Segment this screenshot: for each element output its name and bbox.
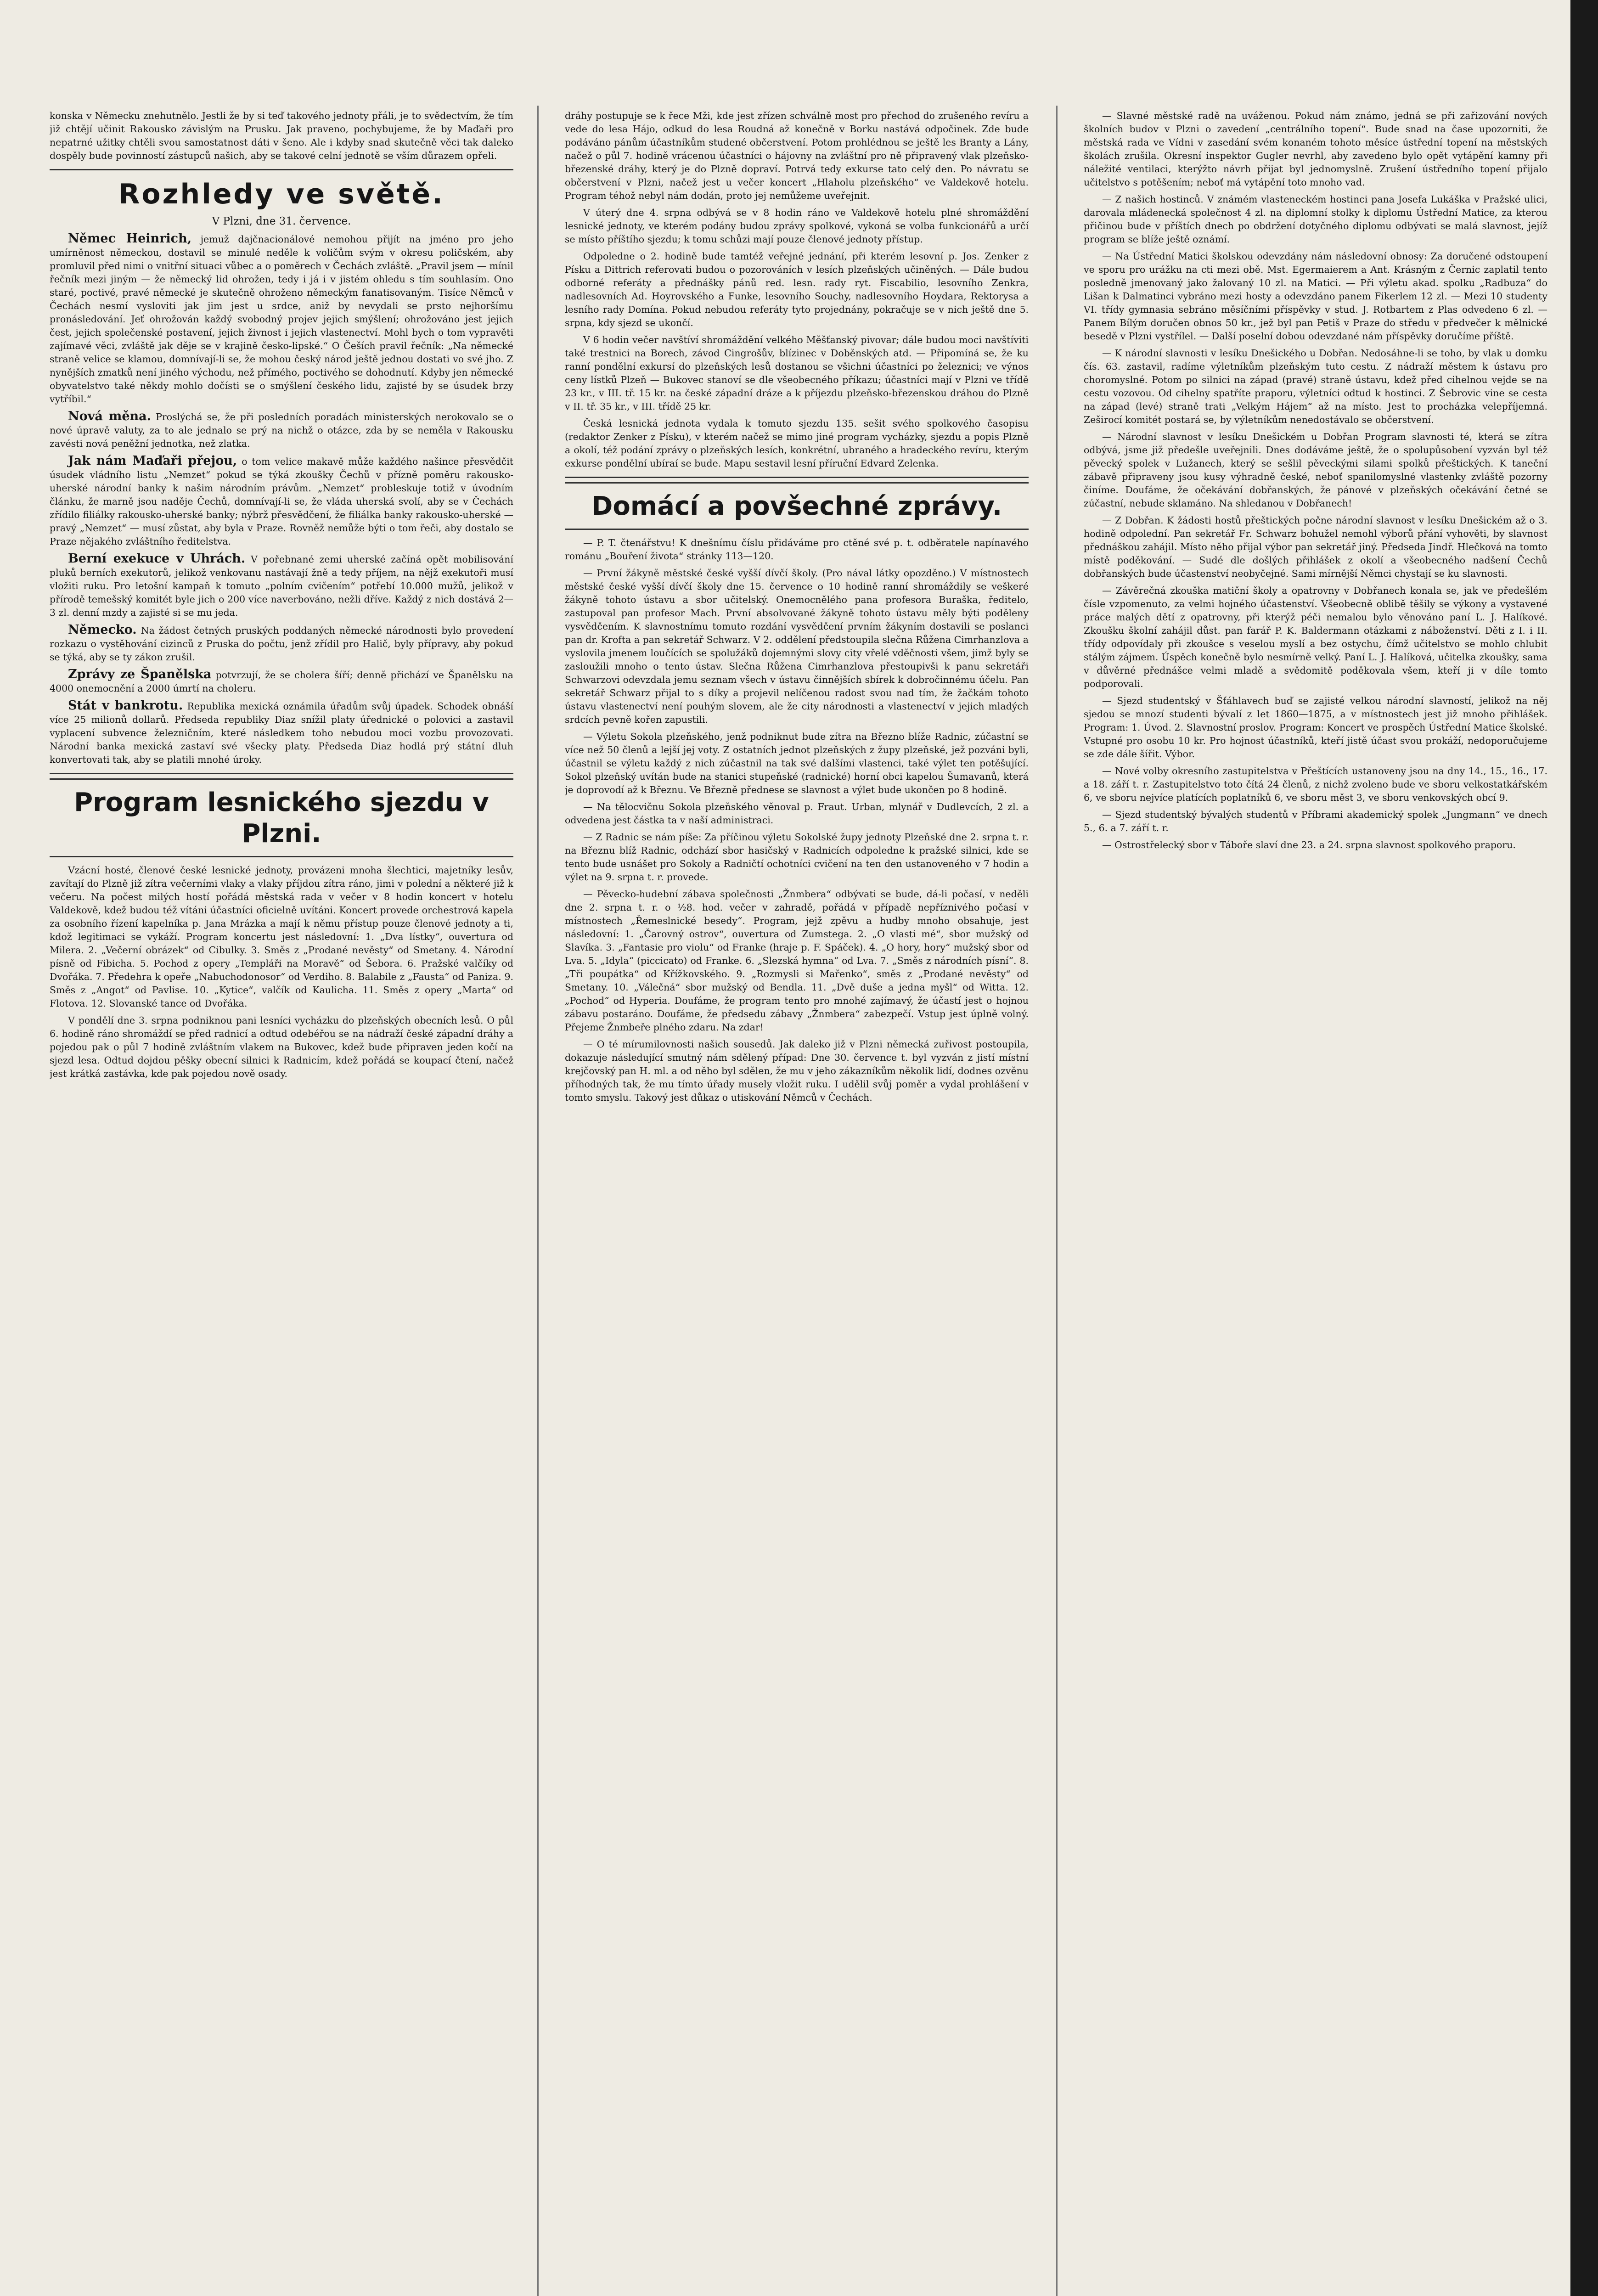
news-item: — O té mírumilovnosti našich sousedů. Jak daleko již v Plzni německá zuřivost postoupila, dokazuje následující smutný nám sdělený případ: Dne 30. července t. byl vyzván z jistí místní krejčovský pan H. ml. a od něho byl sdělen, že mu v jeho zákazníkům několik lidí, dodnes ozvěnu příhodných tak, že mu tímto úřady musely vložit ruku. I udělil svůj poměr a vydal prohlášení v tomto smyslu. Takový jest důkaz o utiskování Němců v Čechách. bbox=[565, 1039, 1029, 1103]
column-divider bbox=[1056, 106, 1058, 2296]
news-item: — Pěvecko-hudební zábava společnosti „Žnmbera“ odbývati se bude, dá-li počasí, v neděli dne 2. srpna t. r. o ½8. hod. večer v zahradě, pořádá v případě nepříznivého počasí v místnostech „Řemeslnické besedy“. Program, jejž zpěvu a hudby mnoho obsahuje, jest následovní: 1. „Čarovný ostrov“, ouvertura od Zumstega. 2. „O vlasti mé“, sbor mužský od Slavíka. 3. „Fantasie pro violu“ od Franke (hraje p. F. Spáček). 4. „O hory, hory“ mužský sbor od Lva. 5. „Idyla“ (piccicato) od Franke. 6. „Slezská hymna“ od Lva. 7. „Směs z národních písní“. 8. „Tři poupátka“ od Křížkovského. 9. „Rozmysli si Mařenko“, směs z „Prodané nevěsty“ od Smetany. 10. „Válečná“ sbor mužský od Bendla. 11. „Dvě duše a jedna myšl“ od Witta. 12. „Pochod“ od Hyperia. Doufáme, že program tento pro mnohé zajímavý, že účastí jest o hojnou zábavu postaráno. Doufáme, že předsedu zábavy „Žnmbera“ zabezpečí. Vstup jest úplně volný. Přejeme Žnmbeře plného zdaru. Na zdar! bbox=[565, 889, 1029, 1033]
run-in-heading: Stát v bankrotu. bbox=[68, 698, 183, 713]
news-item: — Sjezd studentský v Šťáhlavech buď se zajisté velkou národní slavností, jelikož na něj sjedou se mnozí studenti bývalí z let 1860—1875, a v místnostech jest již mnoho přihlášek. Program: 1. Úvod. 2. Slavnostní proslov. Program: Koncert ve prospěch Ústřední Matice školské. Vstupné pro osobu 10 kr. Pro hojnost účastníků, kteří jistě účast svou prokáží, nedoporučujeme se zde dále šířit. Výbor. bbox=[1084, 695, 1547, 760]
column-3 bbox=[1084, 109, 1547, 2296]
news-item: — Z Radnic se nám píše: Za příčinou výletu Sokolské župy jednoty Plzeňské dne 2. srpna t. r. na Březnu blíž Radnic, odchází sbor hasičský v Radnicích odpoledne k pražské silnici, kde se tento bude usnášet pro Sokoly a Radničtí ochotníci cvičení na ten den ustanoveného v 7 hodin a výlet na 9. srpna t. r. provede. bbox=[565, 832, 1029, 883]
news-item: — První žákyně městské české vyšší dívčí školy. (Pro nával látky opozděno.) V místnostech městské české vyšší dívčí školy dne 15. července o 10 hodině ranní shromáždily se veškeré žákyně tohoto ústavu a sbor učitelský. Onemocnělého pana profesora Buraška, ředitelo, zastupoval pan profesor Mach. První absolvované žákyně tohoto ústavu měly býti poděleny vysvědčením. K slavnostnímu tomuto rozdání vysvědčení prvním žákyním dostavili se poslanci pan dr. Krofta a pan sekretář Schwarz. V 2. oddělení předstoupila slečna Růžena Cimrhanzlova a vyslovila jmenem loučících se spolužáků dojemnými slovy city vřelé vděčnosti všem, jimž byly se zasloužili mnoho o tento ústav. Slečna Růžena Cimrhanzlova přestoupivši k panu sekretáři Schwarzovi odevzdala jemu seznam všech v ústavu činnějších sbírek k dobročinnému účelu. Pan sekretář Schwarz přijal to s díky a projevil nelíčenou radost svou nad tím, že žačkám tohoto ústavu vlastenectví není pouhým slovem, ale že city národnosti a vlastenectví v jejich mladých srdcích pevně kořen zapustili. bbox=[565, 568, 1029, 725]
article-stat: Stát v bankrotu. Republika mexická oznámila úřadům svůj úpadek. Schodek obnáší více 25 milionů dollarů. Předseda republiky Diaz snížil platy úřednické o polovici a zastavil vyplacení subvence železničním, které následkem toho nebudou moci vozbu provozovati. Národní banka mexická zastaví své všecky platy. Předseda Diaz hodlá prý státní dluh konvertovati tak, aby se platili mnohé úroky. bbox=[50, 698, 513, 765]
divider bbox=[50, 169, 513, 170]
section-title: Domácí a povšechné zprávy. bbox=[591, 491, 1002, 521]
news-item: — Národní slavnost v lesíku Dnešickém u Dobřan Program slavnosti té, která se zítra odbývá, jsme již předešle uveřejnili. Dnes dodáváme ještě, že o spolupůsobení vyzván byl též pěvecký spolek v Lužanech, který se sešlil pěveckými silami spolků přeštických. K taneční zábavě připraveny jsou kusy výhradně české, neboť spanilomyslné vlastenky zvláště pozorny činíme. Doufáme, že očekávání dobřanských, že pánové v plzeňských očekávání četné se zúčastní, nebude sklamáno. Na shledanou v Dobřanech! bbox=[1084, 431, 1547, 509]
dateline: V Plzni, dne 31. července. bbox=[212, 215, 351, 227]
run-in-heading: Němec Heinrich, bbox=[68, 231, 192, 246]
program-paragraph: V pondělí dne 3. srpna podniknou pani lesníci vycházku do plzeňských obecních lesů. O půl 6. hodině ráno shromáždí se před radnicí a odtud odebéřou se na nádraží české západní dráhy a pojedou pak o půl 7 hodině zvláštním vlakem na Bukovec, kdež bude připraven jeden kočí na sjezd lesa. Odtud dojdou pěšky obecní silnici k Radnicím, kdež pořádá se koupací čtení, načež jest krátká zastávka, kde pak pojedou nově osady. bbox=[50, 1015, 513, 1079]
divider bbox=[50, 856, 513, 857]
program-paragraph: Vzácní hosté, členové české lesnické jednoty, provázeni mnoha šlechtici, majetníky lesův, zavítají do Plzně již zítra večerními vlaky a vlaky příjdou zítra ráno, jimi v polední a některé již k večeru. Na počest milých hostí pořádá městská rada v večer v 8 hodin koncert v hotelu Valdekově, kdež budou též vítáni účastníci oficielně uvítáni. Koncert provede orchestrová kapela za osobního řízení kapelníka p. Jana Mrázka a mají k němu přístup pouze členové jednoty a ti, kdož legitimaci se vykáží. Program koncertu jest následovní: 1. „Dva lístky“, ouvertura od Milera. 2. „Večerní obrázek“ od Cibulky. 3. Směs z „Prodané nevěsty“ od Smetany. 4. Národní písně od Fibicha. 5. Pochod z opery „Templáři na Moravě“ od Šebora. 6. Pražské valčíky od Dvořáka. 7. Předehra k opeře „Nabuchodonosor“ od Verdiho. 8. Balabile z „Fausta“ od Paniza. 9. Směs z „Angot“ od Pavlise. 10. „Kytice“, valčík od Kaulicha. 11. Směs z opery „Marta“ od Flotova. 12. Slovanské tance od Dvořáka. bbox=[50, 865, 513, 1009]
news-item: — Slavné městské radě na uváženou. Pokud nám známo, jedná se při zařizování nových školních budov v Plzni o zavedení „centrálního topení“. Bude snad na čase upozorniti, že městská rada ve Vídni v zasedání svém konaném tohoto měsíce ústřední topení na městských školách zrušila. Okresní inspektor Gugler nevrhl, aby zavedeno bylo opět vytápění kamny při náležité ventilaci, kterýžto návrh přijat byl jednomyslně. Zrušení ústředního topení přijalo učitelstvo s potěšením; neboť má vytápění toto mnoho vad. bbox=[1084, 110, 1547, 188]
news-item: — Nové volby okresního zastupitelstva v Přeštících ustanoveny jsou na dny 14., 15., 16., 17. a 18. září t. r. Zastupitelstvo toto čítá 24 členů, z nichž zvoleno bude ve sboru velkostatkářském 6, ve sboru nejvíce platících poplatníků 6, ve sboru měst 3, ve sboru venkovských obcí 9. bbox=[1084, 765, 1547, 803]
paragraph: V úterý dne 4. srpna odbývá se v 8 hodin ráno ve Valdekově hotelu plné shromáždění lesnické jednoty, ve kterém podány budou zprávy spolkové, vykoná se volba funkcionářů a určí se místo příštího sjezdu; k tomu schůzi mají pouze členové jednoty přístup. bbox=[565, 207, 1029, 245]
divider bbox=[50, 773, 513, 780]
divider bbox=[565, 477, 1029, 484]
article-zpravy: Zprávy ze Španělska potvrzují, že se cholera šíří; denně přichází ve Španělsku na 4000 onemocnění a 2000 úmrtí na choleru. bbox=[50, 667, 513, 694]
news-item: — Sjezd studentský bývalých studentů v Příbrami akademický spolek „Jungmann“ ve dnech 5., 6. a 7. září t. r. bbox=[1084, 809, 1547, 833]
news-item: — P. T. čtenářstvu! K dnešnímu číslu přidáváme pro ctěné své p. t. odběratele napínavého románu „Bouření života“ stránky 113—120. bbox=[565, 537, 1029, 562]
run-in-heading: Jak nám Maďaři přejou, bbox=[68, 454, 237, 468]
scan-edge bbox=[1570, 0, 1598, 2296]
run-in-heading: Německo. bbox=[68, 623, 137, 637]
divider bbox=[565, 529, 1029, 530]
news-item: — Z našich hostinců. V známém vlasteneckém hostinci pana Josefa Lukáška v Pražské ulici, darovala mládenecká společnost 4 zl. na diplomní stolky k diplomu Ústřední Matice, za kterou přičinou bude v příštích dnech po obdržení dotyčného diplomu odbývati se malá slavnost, jejíž program se blíže ještě oznámí. bbox=[1084, 194, 1547, 245]
section-title: Program lesnického sjezdu v Plzni. bbox=[74, 788, 489, 849]
section-title: Rozhledy ve světě. bbox=[118, 178, 445, 210]
run-in-heading: Berní exekuce v Uhrách. bbox=[68, 551, 246, 566]
article-nemecko: Německo. Na žádost četných pruských poddaných německé národnosti bylo provedení rozkazu o vystěhování cizinců z Pruska do počtu, jenž zřídil pro Halič, byly přípravy, aby pokud se týká, aby se ty zákon zrušil. bbox=[50, 623, 513, 663]
run-in-heading: Nová měna. bbox=[68, 409, 152, 423]
news-item: — Na Ústřední Matici školskou odevzdány nám následovní obnosy: Za doručené odstoupení ve sporu pro urážku na cti mezi obě. Mst. Egermaierem a Ant. Krásným z Černic zaplatil tento posledně jmenovaný jako žalovaný 10 zl. na Matici. — Při výletu akad. spolku „Radbuza“ do Lišan k Dalmatinci vybráno mezi hosty a odevzdáno panem Fikerlem 12 zl. — Mezi 10 studenty VI. třídy gymnasia sebráno měsíčními příspěvky v stud. J. Rotbartem z Plas odvedeno 6 zl. — Panem Bílým doručen obnos 50 kr., jež byl pan Petiš v Praze do středu v předvečer k mělnické besedě v Plzni vystřílel. — Další poselní dobou odevzdané nám příspěvky doručíme příště. bbox=[1084, 251, 1547, 342]
paragraph: V 6 hodin večer navštíví shromáždění velkého Měšťanský pivovar; dále budou moci navštíviti také trestnici na Borech, závod Cingrošův, blízinec v Doběnských atd. — Připomíná se, že ku ranní pondělní exkursí do plzeňských lesů dostanou se všichni účastníci po železnici; ve výnos ceny lístků Plzeň — Bukovec stanoví se dle všeobecného příkazu; účastníci mají v Plzni ve třídě 23 kr., v III. tř. 15 kr. na české západní dráze a k příjezdu plzeňsko-březenskou dráhou do Plzně v II. tř. 35 kr., v III. třídě 25 kr. bbox=[565, 334, 1029, 412]
news-item: — Závěrečná zkouška matiční školy a opatrovny v Dobřanech konala se, jak ve předešlém čísle vzpomenuto, za velmi hojného účastenství. Všeobecně oblibě těšily se výkony a vystavené práce malých dětí z opatrovny, při kterýž péči nemalou bylo věnováno paní L. J. Halíkové. Zkoušku školní zahájil důst. pan farář P. K. Baldermann otázkami z náboženství. Děti z I. i II. třídy odpovídaly při zkoušce s veselou myslí a bez ostychu, čímž učitelstvo se mohlo chlubit stálým zájmem. Úspěch konečně bylo nesmírně velký. Paní L. J. Halíková, učitelka zkoušky, sama v důvěrné přednášce velmi mladě a svědomitě poděkovala všem, kteří ji v díle tomto podporovali. bbox=[1084, 585, 1547, 689]
column-2 bbox=[565, 109, 1029, 2296]
column-divider bbox=[537, 106, 539, 2296]
article-heinrich: Němec Heinrich, jemuž dajčnacionálové nemohou přijít na jméno pro jeho umírněnost německou, dostavil se minulé neděle k voličům svým v okresu poličském, aby promluvil před nimi o vnitřní situaci vůbec a o poměrech v Čechách zvláště. „Pravil jsem — mínil řečník mezi jiným — že německý lid ohrožen, tedy i já i v jistém ohledu s tím souhlasím. Ono staré, poctivé, pravé německé je skutečně ohroženo německým fanatisovaným. Tisíce Němců v Čechách nesmí vysloviti jak jim jest u srdce, aniž by nevydali se prsto nejhoršímu pronásledování. Jeť ohrožován každý svobodný projev jejich smýšlení; ohrožováno jest jejich čest, jejich společenské postavení, jejich živnost i jejich vlastenectví. Mohl bych o tom vypravěti zajímavé věci, zvláště jak děje se v krajině česko-lipské.“ O Češích pravil řečník: „Na německé straně velice se klamou, domnívají-li se, že mohou český národ ještě jednou dostati vo své jho. Z nynějších zmatků není jiného východu, než přímého, poctivého se dohodnutí. Kdyby jen německé obyvatelstvo také někdy mohlo dočísti se o smýšlení českého lidu, zajisté by se úsudek brzy vytříbil.“ bbox=[50, 231, 513, 405]
run-in-heading: Zprávy ze Španělska bbox=[68, 667, 212, 681]
intro-paragraph: konska v Německu znehutnělo. Jestli že by si teď takového jednoty přáli, je to svědectvím, že tím již chtějí učinit Rakousko závislým na Prusku. Jak praveno, pochybujeme, že by Maďaři pro nepatrné užitky chtěli svou samostatnost dáti v šeno. Ale i kdyby snad skutečně věci tak daleko dospěly bude povinností zástupců našich, aby se takové celní jednotě se vším důrazem opřeli. bbox=[50, 110, 513, 161]
paragraph: Odpoledne o 2. hodině bude tamtéž veřejné jednání, při kterém lesovní p. Jos. Zenker z Písku a Dittrich referovati budou o pozorováních v lesích plzeňských učiněných. — Dále budou odborné referáty a přednášky pánů red. lesn. rady ryt. Fiscabilio, lesovního Zenkra, nadlesovních Ad. Hoyrovského a Funke, lesovního Souchy, nadlesovního Hoydara, Rektorysa a lesního rady Domína. Pokud nebudou referáty tyto projednány, pokračuje se v nich ještě dne 5. srpna, kdy sjezd se ukončí. bbox=[565, 251, 1029, 328]
paragraph: dráhy postupuje se k řece Mži, kde jest zřízen schválně most pro přechod do zrušeného revíru a vede do lesa Hájo, odkud do lesa Roudná až konečně v Borku nastává odpočinek. Zde bude podáváno pánům účastníkům studené občerstvení. Potom prohlédnou se ještě les Branty a Lány, načež o půl 7. hodině vrácenou účastníci o hájovny na zvláštní pro ně připravený vlak plzeňsko-březenské dráhy, který je do Plzně dopraví. Potrvá tedy exkurse tato celý den. Po návratu se občerstvení v Plzni, načež jest u večer koncert „Hlaholu plzeňského“ ve Valdekově hotelu. Program téhož nebyl nám dodán, proto jej nemůžeme uveřejnit. bbox=[565, 110, 1029, 201]
news-item: — Výletu Sokola plzeňského, jenž podniknut bude zítra na Březno blíže Radnic, zúčastní se více než 50 členů a lejší jej voty. Z ostatních jednot plzeňských z župy plzeňské, jež pozváni byli, účastnil se výletu každý z nich zúčastnil na tak své dalšími vlastenci, také výlet ten potěšující. Sokol plzeňský uvítán bude na stanici stupeňské (radnické) horní obci kapelou Šumavanů, která je doprovodí až k Březnu. Ve Březně přednese se slavnost a výlet bude ukončen po 8 hodině. bbox=[565, 731, 1029, 795]
news-item: — Na tělocvičnu Sokola plzeňského věnoval p. Fraut. Urban, mlynář v Dudlevcích, 2 zl. a odvedena jest částka ta v naší administraci. bbox=[565, 801, 1029, 826]
article-berni: Berní exekuce v Uhrách. V pořebnané zemi uherské začíná opět mobilisování pluků berních exekutorů, jelikož venkovanu nastávají žně a tedy příjem, na nějž exekutoři musí vložiti ruku. Pro letošní kampaň k tomuto „polním cvičením“ potřebí 10.000 mužů, jelikož v přírodě temešský komitét byle jich o 200 více naverbováno, nežli dříve. Každý z nich dostává 2—3 zl. denní mzdy a zajisté si se mu jeda. bbox=[50, 551, 513, 618]
news-item: — Z Dobřan. K žádosti hostů přeštických počne národní slavnost v lesíku Dnešickém až o 3. hodině odpolední. Pan sekretář Fr. Schwarz bohužel nemohl výborů přání vyhověti, by slavnost přednáškou zahájil. Místo něho přijal výbor pan sekretář jiný. Předseda Jindř. Hlečková na tomto místě poděkování. — Sudé dle došlých přihlášek z okolí a všeobecného nadšení Čechů dobřanských bude účastenství neobyčejné. Sami mírnější Němci chystají se ku slavnosti. bbox=[1084, 515, 1547, 579]
news-item: — Ostrostřelecký sbor v Táboře slaví dne 23. a 24. srpna slavnost spolkového praporu. bbox=[1102, 839, 1516, 850]
article-madari: Jak nám Maďaři přejou, o tom velice makavě může každého našince přesvědčit úsudek vládního listu „Nemzet“ pokud se týká zkoušky Čechů v přízně poměru rakousko-uherské národní banky k našim národním právům. „Nemzet“ probleskuje totiž v úvodním článku, že marně jsou naděje Čechů, domnívají-li se, že vláda uherská svolí, aby se v Čechách zřídilo filiálky rakousko-uherské banky; nýbrž přesvědčení, že filiálka banky rakousko-uherské — pravý „Nemzet“ — musí zůstat, aby byla v Praze. Rovněž nemůže býti o tom řeči, aby dostalo se Praze nějakého zvláštního ředitelstva. bbox=[50, 454, 513, 547]
article-nova-mena: Nová měna. Proslýchá se, že při posledních poradách ministerských nerokovalo se o nové úpravě valuty, za to ale jednalo se prý na nichž o otázce, zda by se neměla v Rakousku zavésti nová peněžní jednotka, než zlatka. bbox=[50, 409, 513, 449]
news-item: — K národní slavnosti v lesíku Dnešického u Dobřan. Nedosáhne-li se toho, by vlak u domku čís. 63. zastavil, radíme výletníkům plzeňským tuto cestu. Z nádraží městem k ústavu pro choromyslné. Potom po silnici na západ (pravé) straně ústavu, kdež před cihelnou vejde se na cestu vozovou. Od cihelny spatříte praporu, výletníci odtud k hostinci. Z Šebrovic vine se cesta na západ (levé) straně trati „Velkým Hájem“ až na místo. Jest to procházka velepříjemná. Zeširocí komitét postará se, by výletníkům nenedostávalo se občerstvení. bbox=[1084, 348, 1547, 425]
column-1 bbox=[50, 109, 513, 2296]
paragraph: Česká lesnická jednota vydala k tomuto sjezdu 135. sešit svého spolkového časopisu (redaktor Zenker z Písku), v kterém načež se mimo jiné program vycházky, sjezdu a popis Plzně a okolí, též podání zprávy o plzeňských lesích, konkrétní, ubraného a hradeckého revíru, kterým exkurse pondělní ubíraí se bude. Mapu sestavil lesní příruční Edvard Zelenka. bbox=[565, 418, 1029, 469]
